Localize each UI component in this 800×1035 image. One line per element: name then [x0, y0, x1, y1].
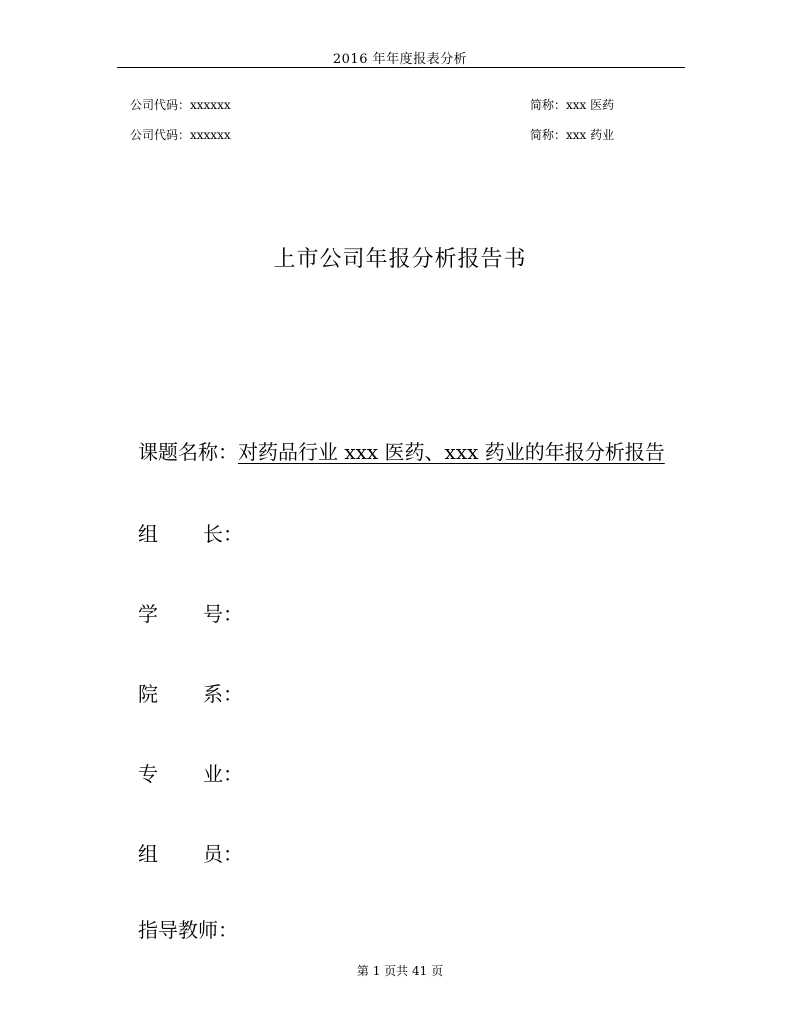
field-label-char2: 长： — [203, 522, 243, 546]
company-info-row — [130, 96, 630, 112]
topic-row — [138, 436, 665, 465]
page-header: 2016 年年度报表分析 — [332, 52, 468, 67]
page-footer: 第 1 页共 41 页 — [356, 964, 444, 978]
field-label-char1: 专 — [138, 762, 158, 786]
company-code-label: 公司代码：xxxxxx — [130, 128, 231, 142]
company-code-label: 公司代码：xxxxxx — [130, 98, 231, 112]
field-label-char2: 号： — [203, 602, 243, 626]
document-title: 上市公司年报分析报告书 — [273, 247, 527, 272]
company-short-name: 简称：xxx 药业 — [530, 128, 615, 142]
advisor-label: 指导教师： — [138, 918, 238, 942]
field-label-char1: 院 — [138, 682, 158, 706]
header-divider — [117, 67, 685, 68]
field-label-char1: 组 — [138, 522, 158, 546]
field-label-char1: 组 — [138, 842, 158, 866]
field-label-char1: 学 — [138, 602, 158, 626]
topic-label: 课题名称： — [138, 440, 238, 464]
field-label-char2: 员： — [203, 842, 243, 866]
field-label-char2: 业： — [203, 762, 243, 786]
company-short-name: 简称：xxx 医药 — [530, 98, 615, 112]
company-info-row — [130, 126, 630, 142]
field-label-char2: 系： — [203, 682, 243, 706]
topic-value: 对药品行业 xxx 医药、xxx 药业的年报分析报告 — [238, 440, 665, 464]
